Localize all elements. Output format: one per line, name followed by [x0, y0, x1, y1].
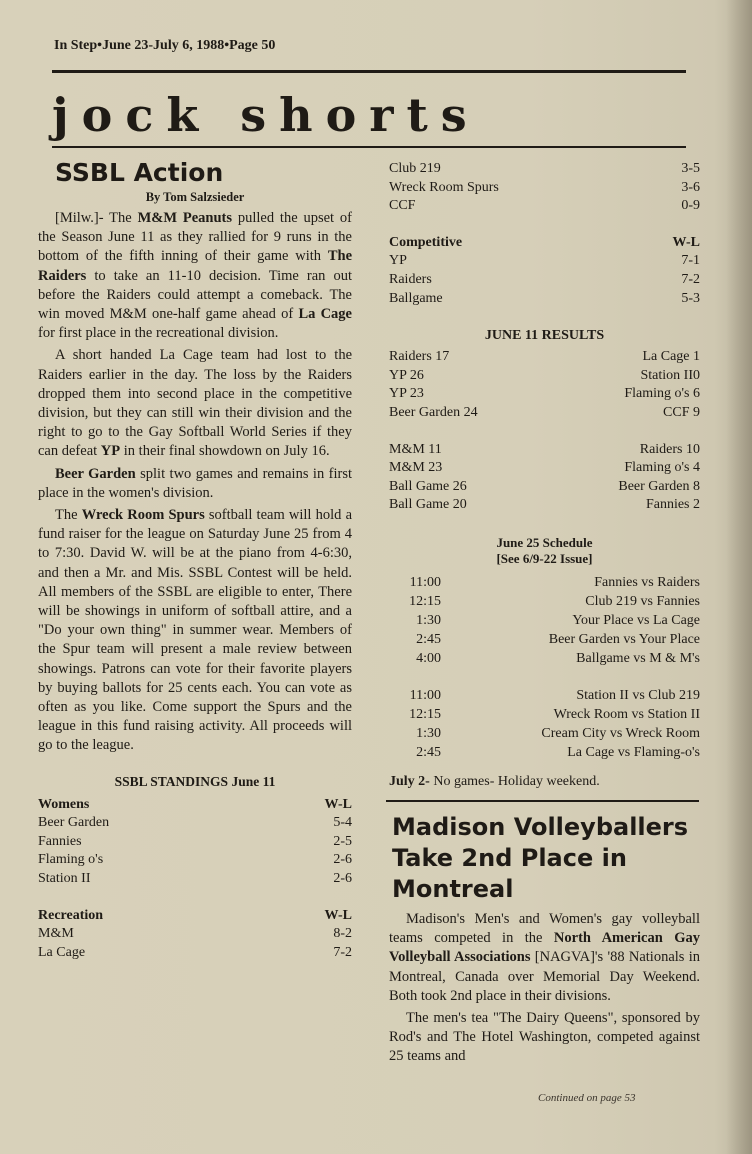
ssbl-text: The Raiders — [38, 248, 352, 284]
schedule-note — [389, 772, 700, 791]
volleyball-text: North American Gay Volleyball Associations — [389, 930, 700, 966]
cell-left: YP 26 — [389, 367, 424, 383]
schedule-row — [389, 705, 700, 724]
game-time: 1:30 — [416, 612, 441, 628]
game-matchup: Club 219 vs Fannies — [585, 593, 700, 609]
table-header-row — [38, 796, 352, 815]
recreation-rows — [38, 925, 352, 962]
cell-left: La Cage — [38, 944, 86, 960]
schedule-row — [389, 630, 700, 649]
cell-left: Raiders — [389, 271, 432, 287]
volleyball-text: The men's tea "The Dairy Queens", sponsored by Rod's and The Hotel Washington, competed against 25 teams and — [389, 1010, 700, 1065]
game-time: 4:00 — [416, 650, 441, 666]
ssbl-text: softball team will hold a fund raiser for the league on Saturday June 25 from 4 to 7:30. David W. will be at the piano from 4-6:30, and then a Mr. and Mis. SSBL Contest will be held. All members of the SSBL are eligible to enter, There will be showings in uniform of softball attire, and a "Do your own thing" in summer wear. Members of the Spur team will present a male review between showings. Patrons can vote for their favorite players by buying ballots for 25 cents each. You can vote as often as you like. Come support the Spurs and the league in this fund raising activity. All proceeds will go to the league. — [38, 507, 353, 754]
recreation-header-wl: W-L — [324, 907, 352, 923]
top-rule — [52, 70, 686, 73]
ssbl-text: split two games and remains in first place in the women's division. — [38, 465, 352, 501]
competitive-header-label: Competitive — [389, 234, 463, 250]
recreation-header-label: Recreation — [38, 907, 104, 923]
standings-recreation-table — [38, 907, 352, 963]
cell-right: 7-1 — [681, 253, 700, 269]
game-time: 11:00 — [409, 687, 441, 703]
result-row — [389, 367, 700, 386]
cell-left: Beer Garden 24 — [389, 404, 478, 420]
section-masthead: jock shorts — [52, 88, 480, 142]
standings-row — [38, 833, 352, 852]
result-row — [389, 478, 700, 497]
cell-right: Flaming o's 4 — [624, 460, 700, 476]
standings-womens-table — [38, 796, 352, 889]
cell-right: La Cage 1 — [642, 349, 700, 365]
cell-left: M&M 11 — [389, 441, 442, 457]
game-matchup: Station II vs Club 219 — [576, 687, 700, 703]
game-matchup: Beer Garden vs Your Place — [548, 631, 700, 647]
cell-left: Fannies — [38, 833, 82, 849]
schedule-row — [389, 686, 700, 705]
result-row — [389, 348, 700, 367]
competitive-rows — [389, 252, 700, 308]
volleyball-text: Madison's Men's and Women's gay volleyball teams competed in the — [389, 911, 700, 947]
game-matchup: Your Place vs La Cage — [572, 612, 700, 628]
standings-row — [389, 179, 700, 198]
standings-row — [38, 944, 352, 963]
standings-row — [38, 870, 352, 889]
cell-left: Ball Game 20 — [389, 497, 467, 513]
schedule-row — [389, 592, 700, 611]
cell-right: 0-9 — [681, 198, 700, 214]
ssbl-text: for first place in the recreational division. — [38, 325, 279, 342]
cell-right: 2-5 — [333, 833, 352, 849]
cell-left: Ball Game 26 — [389, 478, 467, 494]
result-row — [389, 459, 700, 478]
game-time: 12:15 — [409, 706, 441, 722]
ssbl-text: YP — [100, 443, 121, 460]
cell-right: Station II0 — [640, 367, 700, 383]
ssbl-text: pulled the upset of the Season June 11 as they rallied for 9 runs in the bottom of the fifth inning of their game with — [38, 210, 353, 265]
standings-row — [389, 197, 700, 216]
result-row — [389, 441, 700, 460]
results-group-2 — [389, 441, 700, 515]
cell-left: M&M — [38, 926, 74, 942]
cell-right: Beer Garden 8 — [618, 478, 700, 494]
schedule-row — [389, 724, 700, 743]
cell-right: 7-2 — [681, 271, 700, 287]
standings-row — [389, 290, 700, 309]
game-matchup: Wreck Room vs Station II — [553, 706, 700, 722]
cell-left: Flaming o's — [38, 852, 104, 868]
cell-right: 3-6 — [681, 179, 700, 195]
game-time: 11:00 — [409, 574, 441, 590]
page-dateline: In Step•June 23-July 6, 1988•Page 50 — [54, 38, 276, 53]
schedule-row — [389, 649, 700, 668]
table-header-row — [389, 234, 700, 253]
schedule-row — [389, 743, 700, 762]
volleyball-headline: Madison Volleyballers Take 2nd Place in Montreal — [392, 813, 689, 903]
cell-left: Raiders 17 — [389, 349, 450, 365]
cell-right: 8-2 — [333, 926, 352, 942]
schedule-row — [389, 573, 700, 592]
ssbl-paragraph — [38, 465, 352, 503]
standings-row — [38, 925, 352, 944]
game-time: 2:45 — [416, 631, 441, 647]
womens-rows — [38, 814, 352, 888]
ssbl-text: [Milw.]- The — [55, 210, 138, 226]
masthead-rule — [52, 146, 686, 148]
cell-right: 7-2 — [333, 944, 352, 960]
cell-right: 2-6 — [333, 871, 352, 887]
article-divider — [386, 800, 699, 802]
competitive-header-wl: W-L — [672, 234, 700, 250]
standings-row — [389, 252, 700, 271]
womens-header-label: Womens — [38, 796, 90, 812]
results-column — [389, 160, 700, 791]
ssbl-text: M&M Peanuts — [137, 210, 232, 226]
game-time: 12:15 — [409, 593, 441, 609]
ssbl-byline: By Tom Salzsieder — [145, 190, 245, 204]
note-date: July 2- — [389, 773, 430, 789]
ssbl-text: The — [55, 507, 82, 524]
game-matchup: Cream City vs Wreck Room — [541, 725, 700, 741]
results-title: JUNE 11 RESULTS — [484, 328, 605, 344]
volleyball-paragraph — [389, 910, 700, 1006]
womens-header-wl: W-L — [324, 796, 352, 812]
cell-right: Flaming o's 6 — [624, 386, 700, 402]
ssbl-title: SSBL Action — [55, 158, 224, 187]
schedule-group-2 — [389, 686, 700, 762]
ssbl-text: Wreck Room Spurs — [81, 507, 205, 524]
schedule-subtitle: [See 6/9-22 Issue] — [496, 550, 593, 566]
ssbl-paragraph — [38, 506, 352, 756]
ssbl-text: to take an 11-10 decision. Time ran out before the Raiders could attempt a comeback. The win moved M&M one-half game ahead of — [38, 267, 352, 323]
cell-right: Raiders 10 — [639, 441, 700, 457]
schedule-group-1 — [389, 573, 700, 668]
ssbl-article-body — [38, 209, 352, 756]
ssbl-text: A short handed La Cage team had lost to the Raiders earlier in the day. The loss by the Raiders dropped them into second place in the competitive division, but they can still win their division and the right to go to the Gay Softball World Series if they can defeat — [38, 347, 352, 460]
cell-left: Beer Garden — [38, 815, 110, 831]
game-time: 2:45 — [416, 744, 441, 760]
cell-right: 5-3 — [681, 290, 700, 306]
cell-right: 3-5 — [681, 161, 700, 176]
game-matchup: Ballgame vs M & M's — [576, 650, 700, 666]
cell-right: 5-4 — [333, 815, 352, 831]
ssbl-text: in their final showdown on July 16. — [120, 443, 330, 460]
ssbl-paragraph — [38, 346, 352, 461]
result-row — [389, 496, 700, 515]
volleyball-text: [NAGVA]'s '88 Nationals in Montreal, Canada over Memorial Day Weekend. Both took 2nd place in their divisions. — [389, 949, 700, 1004]
ssbl-text: La Cage — [298, 306, 352, 323]
cell-left: Club 219 — [389, 161, 441, 176]
standings-row — [38, 814, 352, 833]
cell-left: M&M 23 — [389, 460, 443, 476]
game-matchup: La Cage vs Flaming-o's — [567, 744, 700, 760]
volleyball-paragraph — [389, 1009, 700, 1067]
cell-left: YP 23 — [389, 386, 424, 402]
note-text: No games- Holiday weekend. — [429, 773, 600, 789]
game-time: 1:30 — [416, 725, 441, 741]
volleyball-article-body — [389, 910, 700, 1067]
result-row — [389, 385, 700, 404]
schedule-title: June 25 Schedule — [496, 534, 593, 550]
standings-title: SSBL STANDINGS June 11 — [114, 773, 276, 789]
continued-note: Continued on page 53 — [538, 1092, 636, 1104]
cell-left: Wreck Room Spurs — [389, 179, 499, 195]
volleyball-article — [389, 910, 700, 1070]
results-group-1 — [389, 348, 700, 422]
game-matchup: Fannies vs Raiders — [594, 574, 700, 590]
cell-left: CCF — [389, 198, 416, 214]
ssbl-column — [38, 158, 352, 962]
cell-right: CCF 9 — [663, 404, 700, 420]
cell-left: Ballgame — [389, 290, 443, 306]
cell-right: 2-6 — [333, 852, 352, 868]
recreation-cont-rows — [389, 160, 700, 216]
standings-competitive-table — [389, 234, 700, 308]
standings-row — [38, 851, 352, 870]
cell-left: YP — [389, 253, 407, 269]
standings-row — [389, 271, 700, 290]
standings-row — [389, 160, 700, 179]
schedule-row — [389, 611, 700, 630]
page-edge-shadow — [726, 0, 752, 1154]
result-row — [389, 404, 700, 423]
ssbl-text: Beer Garden — [55, 465, 136, 482]
ssbl-paragraph — [38, 209, 352, 343]
table-header-row — [38, 907, 352, 926]
cell-left: Station II — [38, 871, 91, 887]
cell-right: Fannies 2 — [645, 497, 700, 513]
